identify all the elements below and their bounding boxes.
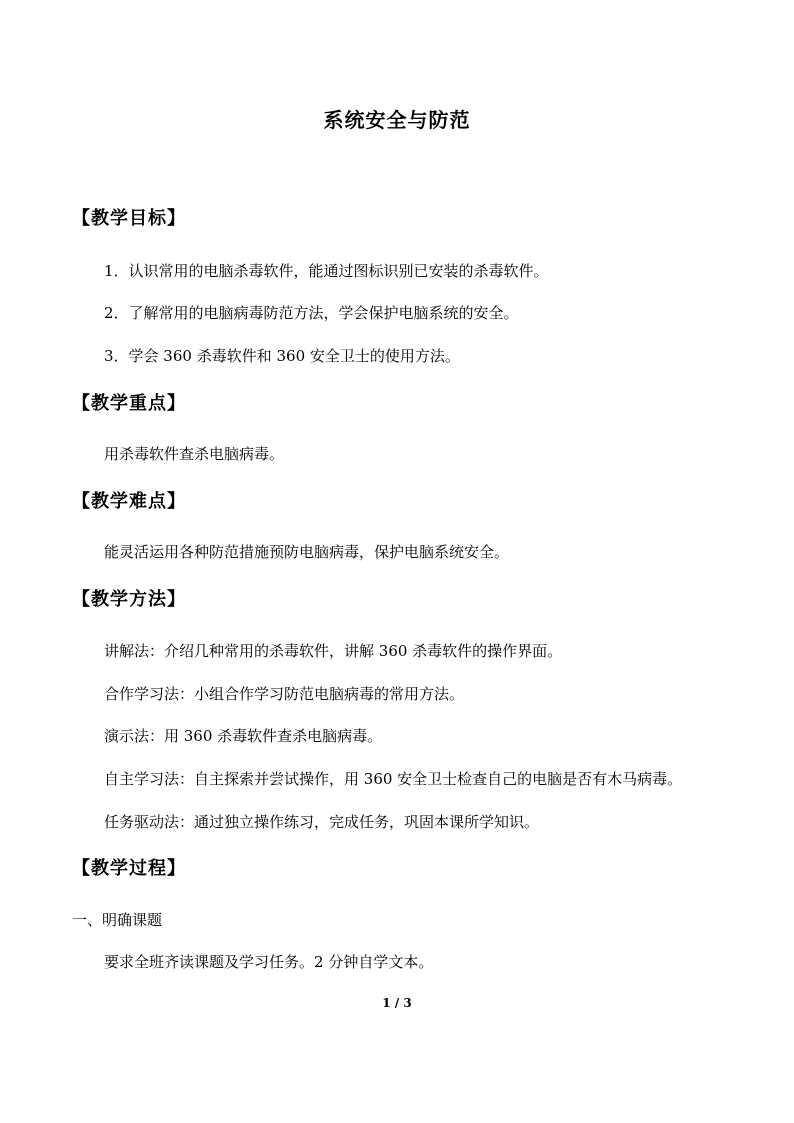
section-heading-goals: 【教学目标】 <box>72 208 186 229</box>
method-item-4: 自主学习法：自主探索并尝试操作，用 360 安全卫士检查自己的电脑是否有木马病毒。 <box>104 770 683 788</box>
process-step-text: 要求全班齐读课题及学习任务。2 分钟自学文本。 <box>104 953 434 971</box>
method-item-5: 任务驱动法：通过独立操作练习，完成任务，巩固本课所学知识。 <box>104 813 540 831</box>
key-points-text: 用杀毒软件查杀电脑病毒。 <box>104 445 285 463</box>
goal-item-2: 2．了解常用的电脑病毒防范方法，学会保护电脑系统的安全。 <box>104 304 519 322</box>
goal-item-1: 1．认识常用的电脑杀毒软件，能通过图标识别已安装的杀毒软件。 <box>104 262 549 280</box>
goal-item-3: 3．学会 360 杀毒软件和 360 安全卫士的使用方法。 <box>104 347 460 365</box>
method-item-1: 讲解法：介绍几种常用的杀毒软件，讲解 360 杀毒软件的操作界面。 <box>104 642 563 660</box>
process-step-title: 一、明确课题 <box>72 911 163 929</box>
method-item-2: 合作学习法：小组合作学习防范电脑病毒的常用方法。 <box>104 685 465 703</box>
section-heading-process: 【教学过程】 <box>72 858 186 879</box>
page-number: 1 / 3 <box>382 996 412 1010</box>
method-item-3: 演示法：用 360 杀毒软件查杀电脑病毒。 <box>104 727 383 745</box>
section-heading-methods: 【教学方法】 <box>72 589 186 610</box>
page-title: 系统安全与防范 <box>323 108 471 132</box>
difficulties-text: 能灵活运用各种防范措施预防电脑病毒，保护电脑系统安全。 <box>104 543 510 561</box>
section-heading-difficulties: 【教学难点】 <box>72 491 186 512</box>
section-heading-key-points: 【教学重点】 <box>72 393 186 414</box>
